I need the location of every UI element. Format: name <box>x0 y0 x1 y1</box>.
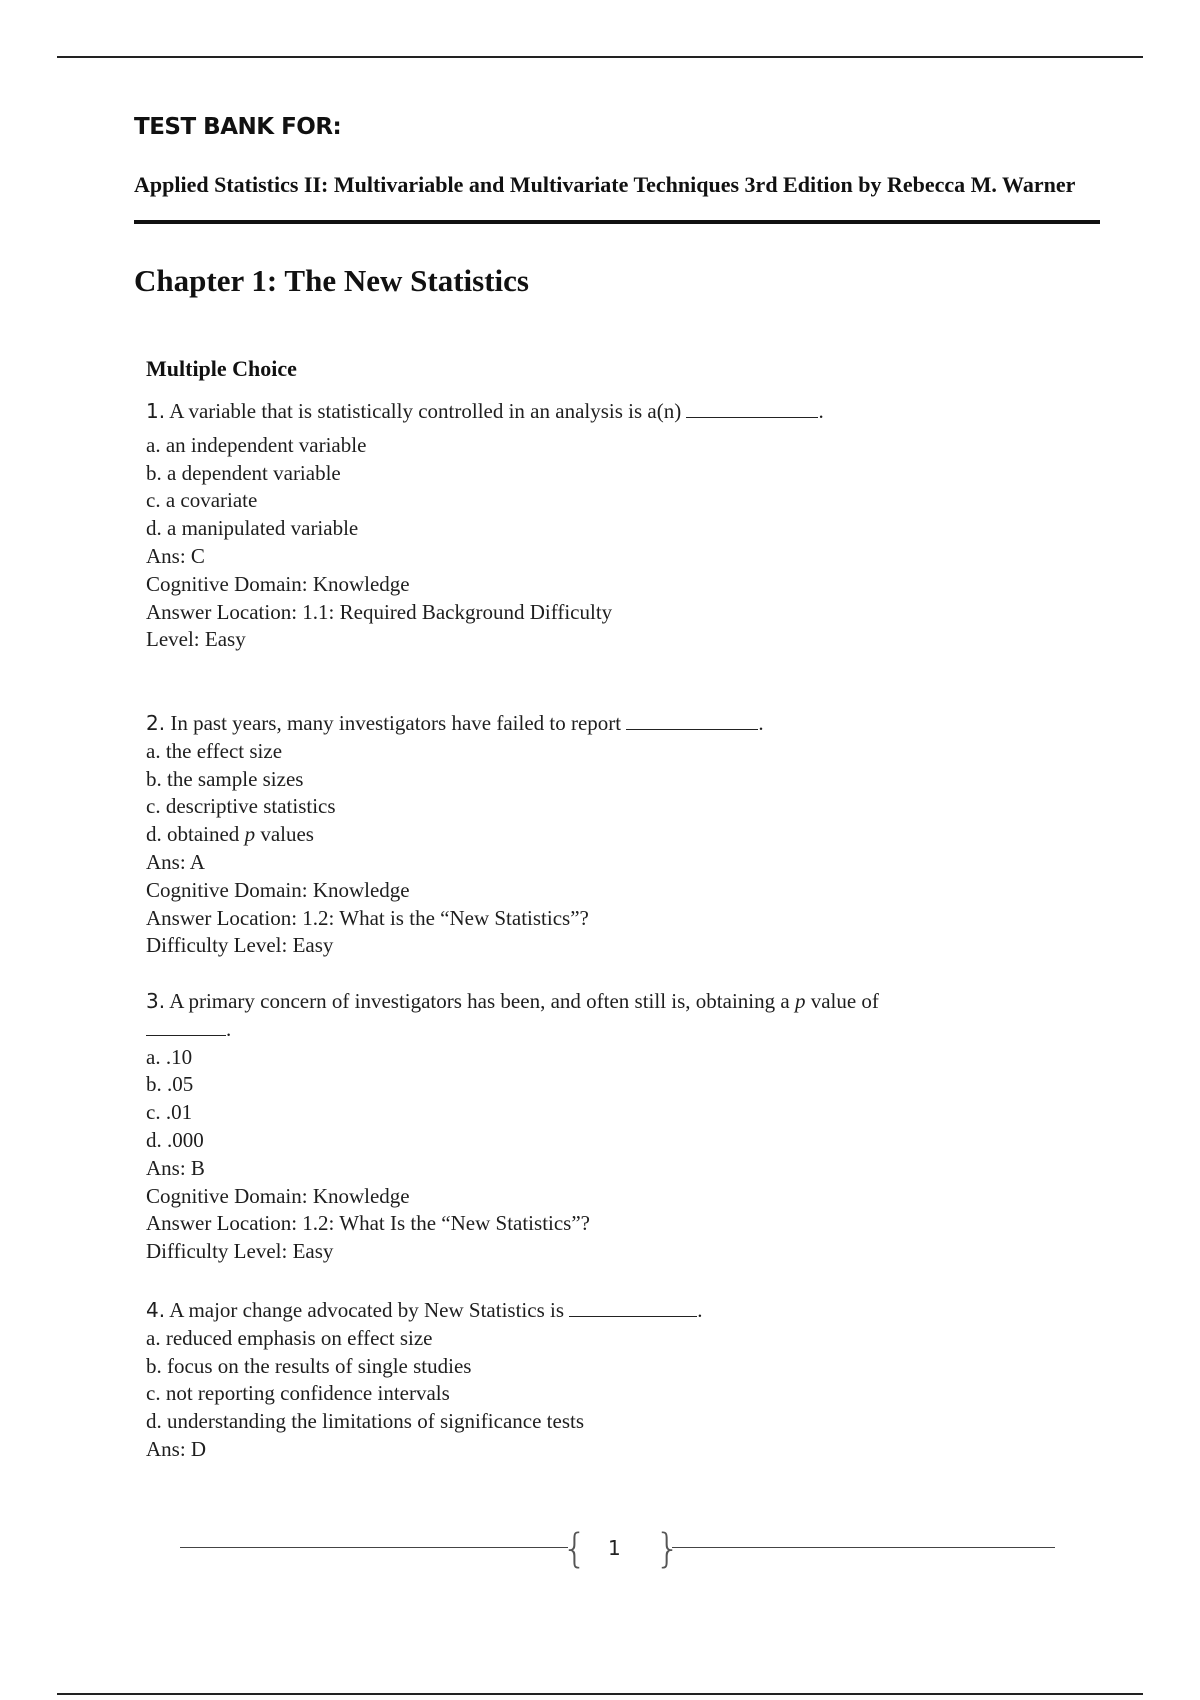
question-end: . <box>697 1298 703 1322</box>
answer-blank <box>146 1017 226 1036</box>
option-d: d. understanding the limitations of significance tests <box>146 1409 584 1434</box>
answer-blank <box>686 399 818 418</box>
question-stem-continued <box>146 1016 879 1044</box>
footer-rule-right <box>672 1547 1055 1548</box>
option-b: b. .05 <box>146 1072 194 1097</box>
answer-key: Ans: D <box>146 1436 207 1461</box>
answer-location: Answer Location: 1.1: Required Background Difficulty <box>146 599 613 624</box>
question-number: 1. <box>146 399 166 423</box>
difficulty-level: Difficulty Level: Easy <box>146 1239 334 1264</box>
option-b: b. the sample sizes <box>146 766 304 791</box>
question-end: . <box>818 399 824 423</box>
option-c: c. a covariate <box>146 488 258 513</box>
bottom-rule <box>57 1693 1143 1695</box>
question-text: A primary concern of investigators has been, and often still is, obtaining a <box>169 989 790 1013</box>
section-heading: Multiple Choice <box>146 356 297 381</box>
question-stem <box>146 710 764 738</box>
option-d-text-end: values <box>260 822 314 847</box>
question-stem <box>146 398 824 426</box>
question-end: . <box>758 711 764 735</box>
answer-blank <box>569 1298 697 1317</box>
question-text: A major change advocated by New Statistics is <box>169 1298 565 1322</box>
question-number: 3. <box>146 989 166 1013</box>
option-a: a. reduced emphasis on effect size <box>146 1325 433 1350</box>
option-d <box>146 821 764 849</box>
answer-blank <box>626 711 758 730</box>
question-end: . <box>226 1016 232 1041</box>
option-c: c. not reporting confidence intervals <box>146 1381 450 1406</box>
question-number: 4. <box>146 1298 166 1322</box>
option-a: a. .10 <box>146 1044 193 1069</box>
right-brace-icon: } <box>655 1526 681 1572</box>
title-underline <box>134 220 1100 224</box>
question-text: In past years, many investigators have failed to report <box>170 711 622 735</box>
option-a: a. an independent variable <box>146 432 367 457</box>
question-text: A variable that is statistically controlled in an analysis is a(n) <box>169 399 682 423</box>
question-stem <box>146 988 879 1016</box>
option-b: b. focus on the results of single studies <box>146 1353 472 1378</box>
left-brace-icon: { <box>562 1526 588 1572</box>
cognitive-domain: Cognitive Domain: Knowledge <box>146 571 410 596</box>
cognitive-domain: Cognitive Domain: Knowledge <box>146 877 410 902</box>
answer-location: Answer Location: 1.2: What is the “New Statistics”? <box>146 905 589 930</box>
option-c: c. .01 <box>146 1100 193 1125</box>
option-d: d. a manipulated variable <box>146 516 359 541</box>
difficulty-level: Difficulty Level: Easy <box>146 933 334 958</box>
question-italic: p <box>794 989 806 1013</box>
option-d: d. .000 <box>146 1127 204 1152</box>
page-number: 1 <box>608 1536 621 1560</box>
question-stem <box>146 1297 703 1325</box>
option-c: c. descriptive statistics <box>146 794 336 819</box>
book-title: Applied Statistics II: Multivariable and Multivariate Techniques 3rd Edition by Rebecca M. Warner <box>134 172 1076 197</box>
question-4 <box>146 1297 703 1464</box>
question-2 <box>146 710 764 960</box>
difficulty-level: Level: Easy <box>146 627 246 652</box>
chapter-title: Chapter 1: The New Statistics <box>134 263 529 298</box>
footer-rule-left <box>180 1547 568 1548</box>
option-b: b. a dependent variable <box>146 460 341 485</box>
option-d-italic: p <box>244 822 256 847</box>
option-d-text: d. obtained <box>146 822 240 847</box>
option-a: a. the effect size <box>146 738 283 763</box>
question-1 <box>146 398 824 654</box>
answer-location: Answer Location: 1.2: What Is the “New Statistics”? <box>146 1211 590 1236</box>
answer-key: Ans: A <box>146 849 205 874</box>
answer-key: Ans: C <box>146 543 205 568</box>
cognitive-domain: Cognitive Domain: Knowledge <box>146 1183 410 1208</box>
header-rule <box>57 56 1143 58</box>
test-bank-label: TEST BANK FOR: <box>134 114 342 140</box>
answer-key: Ans: B <box>146 1155 205 1180</box>
question-number: 2. <box>146 711 166 735</box>
question-3 <box>146 988 879 1266</box>
question-text-end: value of <box>810 989 879 1013</box>
